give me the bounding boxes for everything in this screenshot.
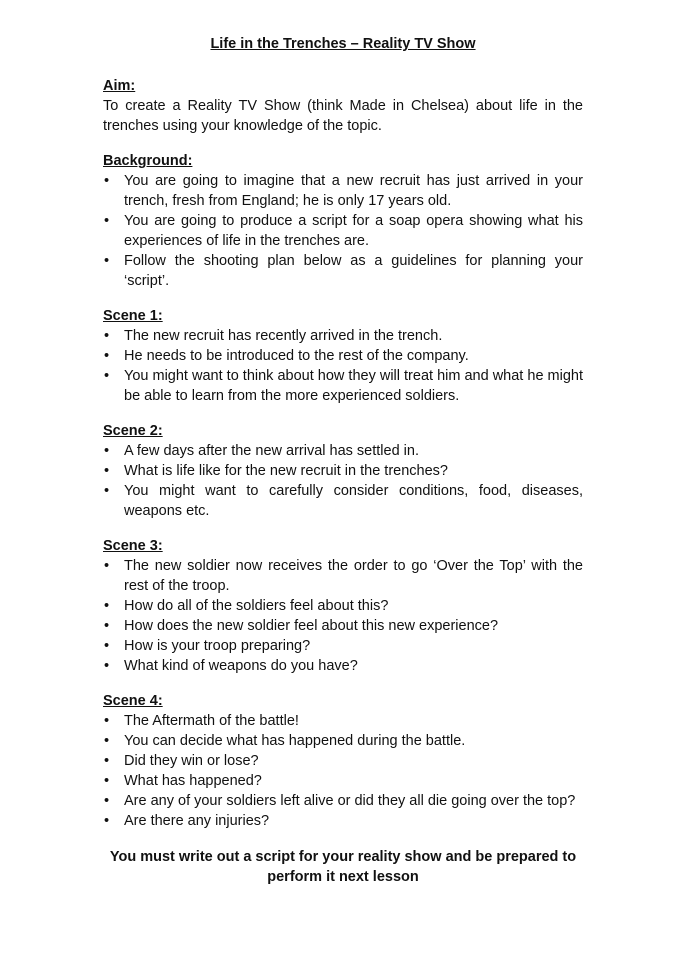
- list-item: [103, 731, 583, 751]
- list-item-text: You are going to produce a script for a soap opera showing what his experiences of life in the trenches are.: [124, 213, 583, 249]
- list-item-text: How is your troop preparing?: [124, 638, 311, 654]
- bullet-icon: •: [104, 348, 110, 364]
- bullet-icon: •: [104, 658, 110, 674]
- bullet-icon: •: [104, 618, 110, 634]
- list-item-text: What is life like for the new recruit in the trenches?: [124, 463, 448, 479]
- list-item: [103, 771, 583, 791]
- bullet-icon: •: [104, 443, 110, 459]
- list-item-text: Follow the shooting plan below as a guidelines for planning your ‘script’.: [124, 253, 583, 289]
- list-item: [103, 656, 583, 676]
- list-item: [103, 596, 583, 616]
- bullet-icon: •: [104, 598, 110, 614]
- list-item: [103, 366, 583, 406]
- scene2-section: [103, 421, 583, 521]
- bullet-icon: •: [104, 368, 110, 384]
- scene3-heading: Scene 3:: [103, 538, 163, 554]
- list-item: [103, 211, 583, 251]
- scene1-list: [103, 326, 583, 406]
- background-heading: Background:: [103, 153, 193, 169]
- list-item: [103, 636, 583, 656]
- list-item-text: How does the new soldier feel about this new experience?: [124, 618, 499, 634]
- list-item: [103, 616, 583, 636]
- list-item-text: The new soldier now receives the order to go ‘Over the Top’ with the rest of the troop.: [124, 558, 583, 594]
- list-item-text: You might want to carefully consider conditions, food, diseases, weapons etc.: [124, 483, 583, 519]
- list-item: [103, 441, 583, 461]
- scene1-section: [103, 306, 583, 406]
- list-item: [103, 461, 583, 481]
- list-item-text: What kind of weapons do you have?: [124, 658, 358, 674]
- list-item-text: How do all of the soldiers feel about this?: [124, 598, 389, 614]
- list-item-text: Are any of your soldiers left alive or did they all die going over the top?: [124, 793, 576, 809]
- scene2-heading: Scene 2:: [103, 423, 163, 439]
- document-title: Life in the Trenches – Reality TV Show: [210, 36, 476, 52]
- scene4-section: [103, 691, 583, 831]
- list-item-text: You can decide what has happened during the battle.: [124, 733, 466, 749]
- bullet-icon: •: [104, 558, 110, 574]
- list-item-text: Are there any injuries?: [124, 813, 270, 829]
- bullet-icon: •: [104, 638, 110, 654]
- list-item-text: Did they win or lose?: [124, 753, 259, 769]
- bullet-icon: •: [104, 483, 110, 499]
- aim-section: [103, 76, 583, 136]
- list-item: [103, 171, 583, 211]
- bullet-icon: •: [104, 773, 110, 789]
- list-item: [103, 751, 583, 771]
- list-item-text: You might want to think about how they will treat him and what he might be able to learn from the more experienced soldiers.: [124, 368, 583, 404]
- aim-text: To create a Reality TV Show (think Made in Chelsea) about life in the trenches using your knowledge of the topic.: [103, 98, 583, 134]
- aim-heading: Aim:: [103, 78, 136, 94]
- list-item-text: What has happened?: [124, 773, 262, 789]
- background-section: [103, 151, 583, 291]
- bullet-icon: •: [104, 793, 110, 809]
- scene4-list: [103, 711, 583, 831]
- list-item-text: The Aftermath of the battle!: [124, 713, 299, 729]
- scene3-section: [103, 536, 583, 676]
- background-list: [103, 171, 583, 291]
- bullet-icon: •: [104, 813, 110, 829]
- list-item-text: The new recruit has recently arrived in the trench.: [124, 328, 443, 344]
- scene4-heading: Scene 4:: [103, 693, 163, 709]
- list-item-text: He needs to be introduced to the rest of the company.: [124, 348, 469, 364]
- list-item: [103, 481, 583, 521]
- bullet-icon: •: [104, 733, 110, 749]
- list-item: [103, 811, 583, 831]
- list-item: [103, 346, 583, 366]
- bullet-icon: •: [104, 713, 110, 729]
- list-item: [103, 791, 583, 811]
- list-item: [103, 711, 583, 731]
- scene3-list: [103, 556, 583, 676]
- bullet-icon: •: [104, 253, 110, 269]
- list-item: [103, 556, 583, 596]
- closing-instruction: You must write out a script for your reality show and be prepared to perform it next lesson: [109, 849, 577, 885]
- bullet-icon: •: [104, 328, 110, 344]
- list-item: [103, 251, 583, 291]
- list-item: [103, 326, 583, 346]
- scene2-list: [103, 441, 583, 521]
- bullet-icon: •: [104, 753, 110, 769]
- bullet-icon: •: [104, 173, 110, 189]
- bullet-icon: •: [104, 463, 110, 479]
- bullet-icon: •: [104, 213, 110, 229]
- list-item-text: A few days after the new arrival has settled in.: [124, 443, 419, 459]
- list-item-text: You are going to imagine that a new recruit has just arrived in your trench, fresh from England; he is only 17 years old.: [124, 173, 583, 209]
- scene1-heading: Scene 1:: [103, 308, 163, 324]
